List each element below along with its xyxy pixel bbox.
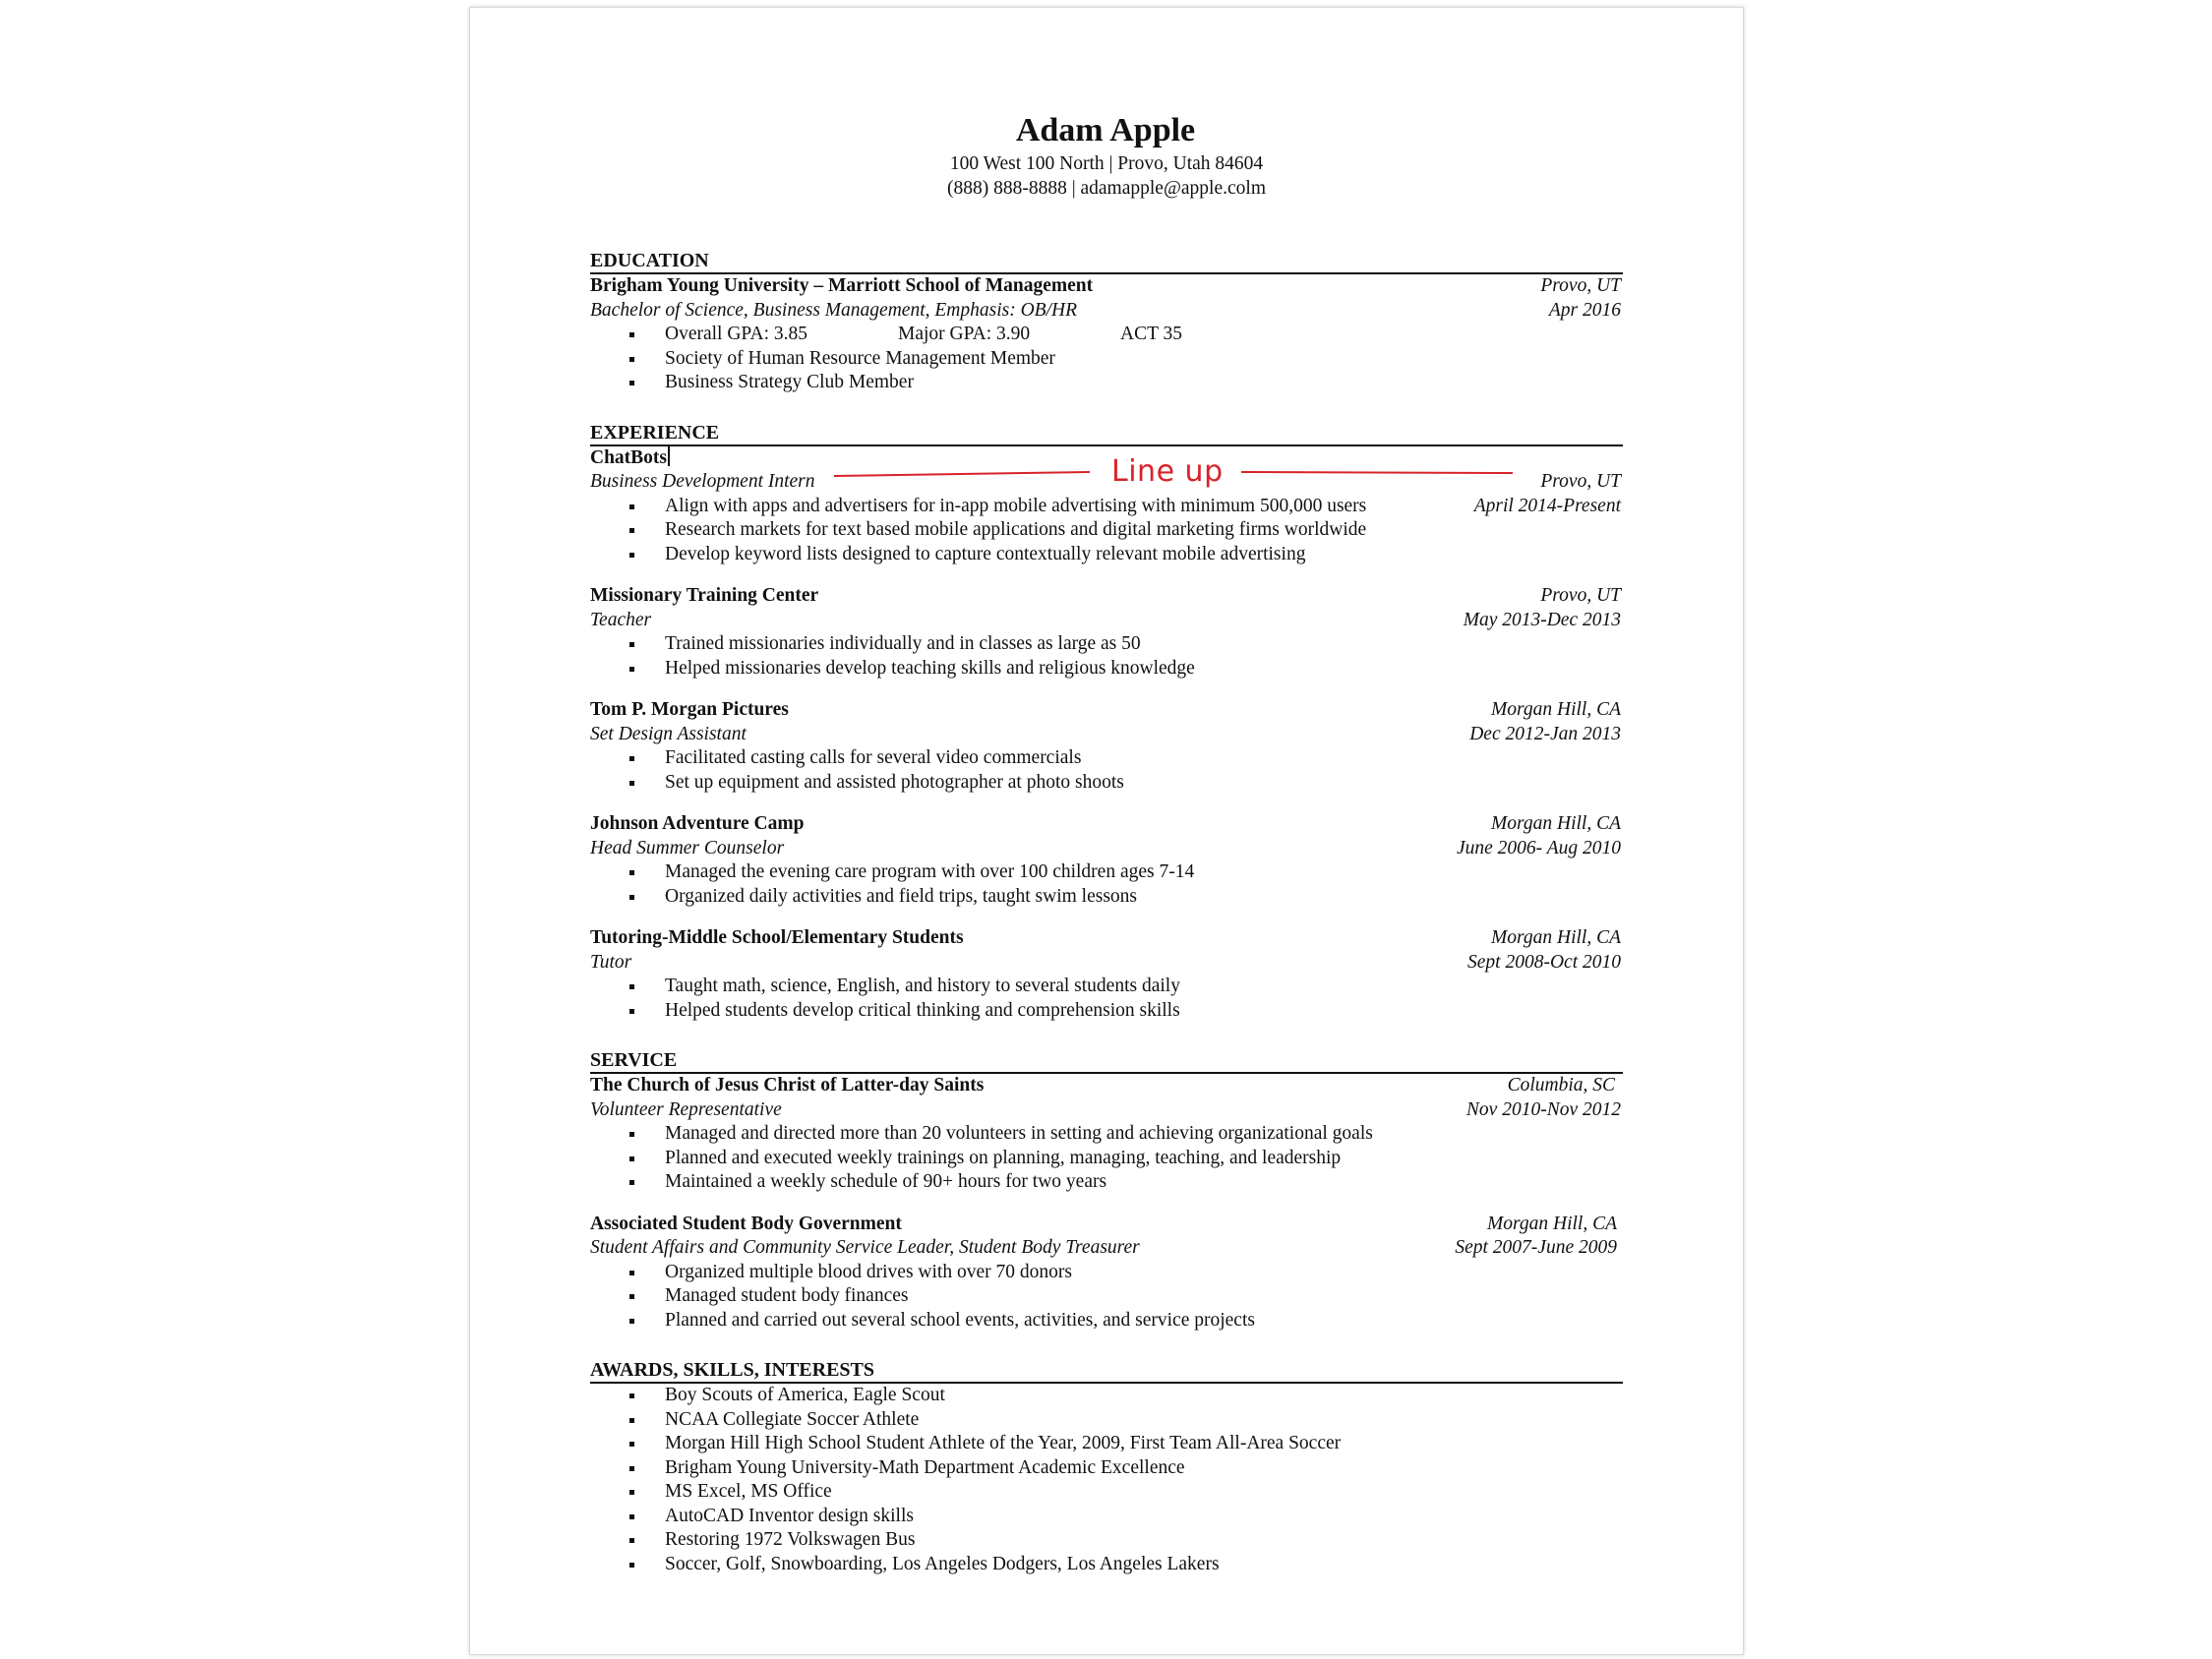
date-range[interactable]: April 2014-Present [1473,495,1621,516]
annotation-line-right [1241,472,1513,473]
list-item[interactable]: Organized daily activities and field trips, taught swim lessons [665,885,1623,910]
list-item[interactable]: Managed and directed more than 20 volunteers in setting and achieving organizational goals [665,1122,1623,1147]
annotation-line-left [834,472,1090,476]
list-item[interactable]: Brigham Young University-Math Department Academic Excellence [665,1456,1623,1481]
location[interactable]: Morgan Hill, CA [1491,927,1621,948]
role-title[interactable]: Volunteer Representative [590,1098,782,1120]
org-name[interactable]: Johnson Adventure Camp [590,813,805,834]
date-range[interactable]: Dec 2012-Jan 2013 [1469,723,1621,744]
location[interactable]: Morgan Hill, CA [1487,1213,1617,1234]
list-item[interactable]: Planned and carried out several school events, activities, and service projects [665,1309,1623,1333]
date-range[interactable]: Nov 2010-Nov 2012 [1465,1098,1621,1120]
org-name[interactable]: ChatBots [590,446,668,468]
date-range[interactable]: Sept 2007-June 2009 [1455,1237,1617,1258]
list-item[interactable]: AutoCAD Inventor design skills [665,1505,1623,1529]
location[interactable]: Columbia, SC [1507,1075,1615,1096]
candidate-name[interactable]: Adam Apple [1015,112,1196,148]
service-heading[interactable]: SERVICE [590,1048,1623,1074]
list-item[interactable]: Soccer, Golf, Snowboarding, Los Angeles Dodgers, Los Angeles Lakers [665,1553,1623,1577]
list-item[interactable]: Restoring 1972 Volkswagen Bus [665,1528,1623,1553]
list-item[interactable]: Morgan Hill High School Student Athlete of the Year, 2009, First Team All-Area Soccer [665,1432,1623,1456]
list-item[interactable]: Develop keyword lists designed to capture contextually relevant mobile advertising [665,543,1366,567]
list-item[interactable]: Align with apps and advertisers for in-app mobile advertising with minimum 500,000 users [665,495,1366,519]
list-item[interactable]: Managed the evening care program with over 100 children ages 7-14 [665,860,1623,885]
list-item[interactable]: Helped missionaries develop teaching skills and religious knowledge [665,657,1623,681]
list-item[interactable]: MS Excel, MS Office [665,1480,1623,1505]
annotation-label: Line up [1111,454,1224,489]
act-score: ACT 35 [1120,324,1183,344]
experience-heading[interactable]: EXPERIENCE [590,421,1623,446]
org-name[interactable]: Tom P. Morgan Pictures [590,699,789,720]
list-item[interactable]: Planned and executed weekly trainings on planning, managing, teaching, and leadership [665,1147,1623,1171]
education-date[interactable]: Apr 2016 [1548,299,1621,321]
role-title[interactable]: Business Development Intern [590,471,815,492]
major-gpa: Major GPA: 3.90 [898,324,1031,344]
list-item[interactable]: Managed student body finances [665,1284,1623,1309]
date-range[interactable]: June 2006- Aug 2010 [1457,837,1621,859]
education-heading[interactable]: EDUCATION [590,249,1623,274]
education-degree[interactable]: Bachelor of Science, Business Management, Emphasis: OB/HR [590,299,1077,321]
location[interactable]: Provo, UT [1540,585,1621,606]
address-line[interactable]: 100 West 100 North | Provo, Utah 84604 [949,153,1264,174]
location[interactable]: Morgan Hill, CA [1491,813,1621,834]
list-item[interactable]: Helped students develop critical thinking and comprehension skills [665,999,1623,1024]
list-item[interactable]: Society of Human Resource Management Member [665,347,1623,372]
list-item[interactable]: Business Strategy Club Member [665,371,1623,395]
education-school[interactable]: Brigham Young University – Marriott School of Management [590,275,1094,296]
org-name[interactable]: Tutoring-Middle School/Elementary Students [590,927,964,948]
org-name[interactable]: Associated Student Body Government [590,1213,902,1234]
list-item[interactable]: Set up equipment and assisted photographer at photo shoots [665,771,1623,796]
education-location[interactable]: Provo, UT [1540,275,1621,296]
role-title[interactable]: Tutor [590,951,632,973]
list-item[interactable]: Trained missionaries individually and in classes as large as 50 [665,632,1623,657]
list-item[interactable]: Research markets for text based mobile applications and digital marketing firms worldwide [665,518,1366,543]
org-name[interactable]: The Church of Jesus Christ of Latter-day Saints [590,1075,985,1096]
list-item[interactable]: Taught math, science, English, and history to several students daily [665,975,1623,999]
role-title[interactable]: Set Design Assistant [590,723,747,744]
role-title[interactable]: Student Affairs and Community Service Leader, Student Body Treasurer [590,1237,1140,1258]
role-title[interactable]: Teacher [590,609,652,630]
location[interactable]: Morgan Hill, CA [1491,699,1621,720]
location[interactable]: Provo, UT [1540,471,1621,492]
list-item[interactable]: NCAA Collegiate Soccer Athlete [665,1408,1623,1433]
list-item[interactable]: Facilitated casting calls for several video commercials [665,746,1623,771]
list-item[interactable]: Boy Scouts of America, Eagle Scout [665,1384,1623,1408]
contact-line[interactable]: (888) 888-8888 | adamapple@apple.colm [946,178,1267,199]
overall-gpa: Overall GPA: 3.85 [665,324,807,344]
role-title[interactable]: Head Summer Counselor [590,837,785,859]
org-name[interactable]: Missionary Training Center [590,585,819,606]
awards-heading[interactable]: AWARDS, SKILLS, INTERESTS [590,1358,1623,1384]
list-item[interactable]: Maintained a weekly schedule of 90+ hours for two years [665,1170,1623,1195]
date-range[interactable]: May 2013-Dec 2013 [1463,609,1621,630]
list-item[interactable]: Organized multiple blood drives with over 70 donors [665,1261,1623,1285]
date-range[interactable]: Sept 2008-Oct 2010 [1467,951,1621,973]
